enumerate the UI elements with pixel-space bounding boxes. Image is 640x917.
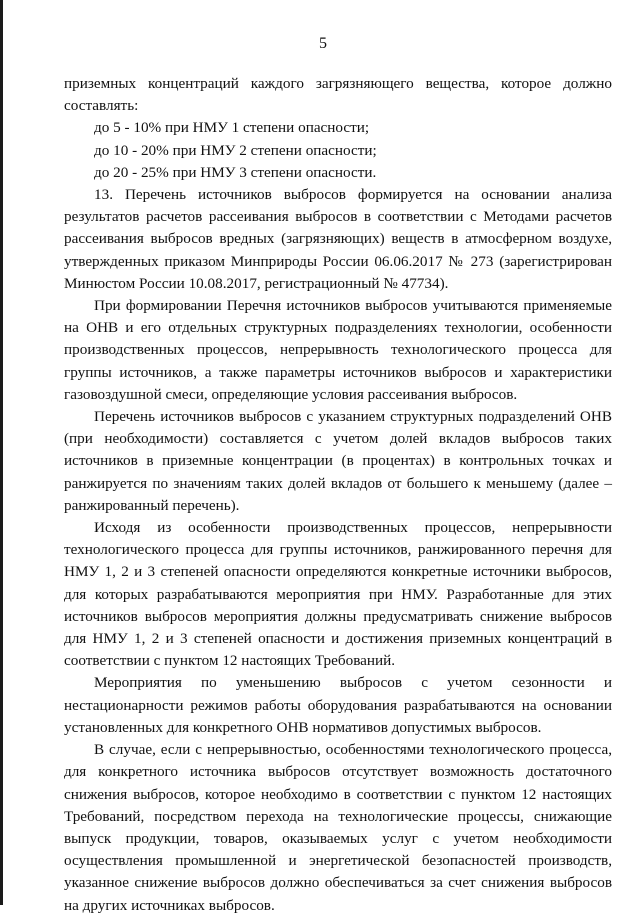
paragraph-specific-sources: Исходя из особенности производственных процессов, непрерывности технологического процесса для группы источников, ранжированного перечня для НМУ 1, 2 и 3 степеней опасности определяются конкретные источники выбросов, для которых разрабатываются мероприятия при НМУ. Разработанные для этих источников выбросов мероприятия должны предусматривать снижение выбросов для НМУ 1, 2 и 3 степеней опасности и достижения приземных концентраций в соответствии с пунктом 12 настоящих Требований. xyxy=(64,519,612,670)
paragraph-other-sources: В случае, если с непрерывностью, особенностями технологического процесса, для конкретного источника выбросов отсутствует возможность достаточного снижения выбросов, которое необходимо в соответствии с пунктом 12 настоящих Требований, посредством перехода на технологические процессы, снижающие выпуск продукции, товаров, оказываемых услуг с учетом необходимости осуществления промышленной и энергетической безопасностей производств, указанное снижение выбросов должно обеспечиваться за счет снижения выбросов на других источниках выбросов. xyxy=(64,741,612,914)
paragraph-list-formation: При формировании Перечня источников выбросов учитываются применяемые на ОНВ и его отдельных структурных подразделениях технологии, особенности производственных процессов, непрерывность технологического процесса для группы источников, а также параметры источников выбросов и характеристики газовоздушной смеси, определяющие условия рассеивания выбросов. xyxy=(64,297,612,403)
paragraph-ranked-list: Перечень источников выбросов с указанием структурных подразделений ОНВ (при необходимости) составляется с учетом долей вкладов выбросов таких источников в приземные концентрации (в процентах) в контрольных точках и ранжируется по значениям таких долей вкладов от большего к меньшему (далее – ранжированный перечень). xyxy=(64,408,612,514)
paragraph-13: 13. Перечень источников выбросов формируется на основании анализа результатов расчетов рассеивания выбросов в соответствии с Методами расчетов рассеивания выбросов вредных (загрязняющих) веществ в атмосферном воздухе, утвержденных приказом Минприроды России 06.06.2017 № 273 (зарегистрирован Минюстом России 10.08.2017, регистрационный № 47734). xyxy=(64,186,612,292)
list-item-nmu-1: до 5 - 10% при НМУ 1 степени опасности; xyxy=(94,119,370,137)
list-item-nmu-3: до 20 - 25% при НМУ 3 степени опасности. xyxy=(94,163,377,181)
paragraph-seasonality: Мероприятия по уменьшению выбросов с учетом сезонности и нестационарности режимов работы оборудования разрабатываются на основании установленных для конкретного ОНВ нормативов допустимых выбросов. xyxy=(64,674,612,736)
paragraph-continuation: приземных концентраций каждого загрязняющего вещества, которое должно составлять: xyxy=(64,75,612,115)
document-body xyxy=(64,73,612,917)
page-number: 5 xyxy=(319,35,327,52)
list-item-nmu-2: до 10 - 20% при НМУ 2 степени опасности; xyxy=(94,141,377,159)
